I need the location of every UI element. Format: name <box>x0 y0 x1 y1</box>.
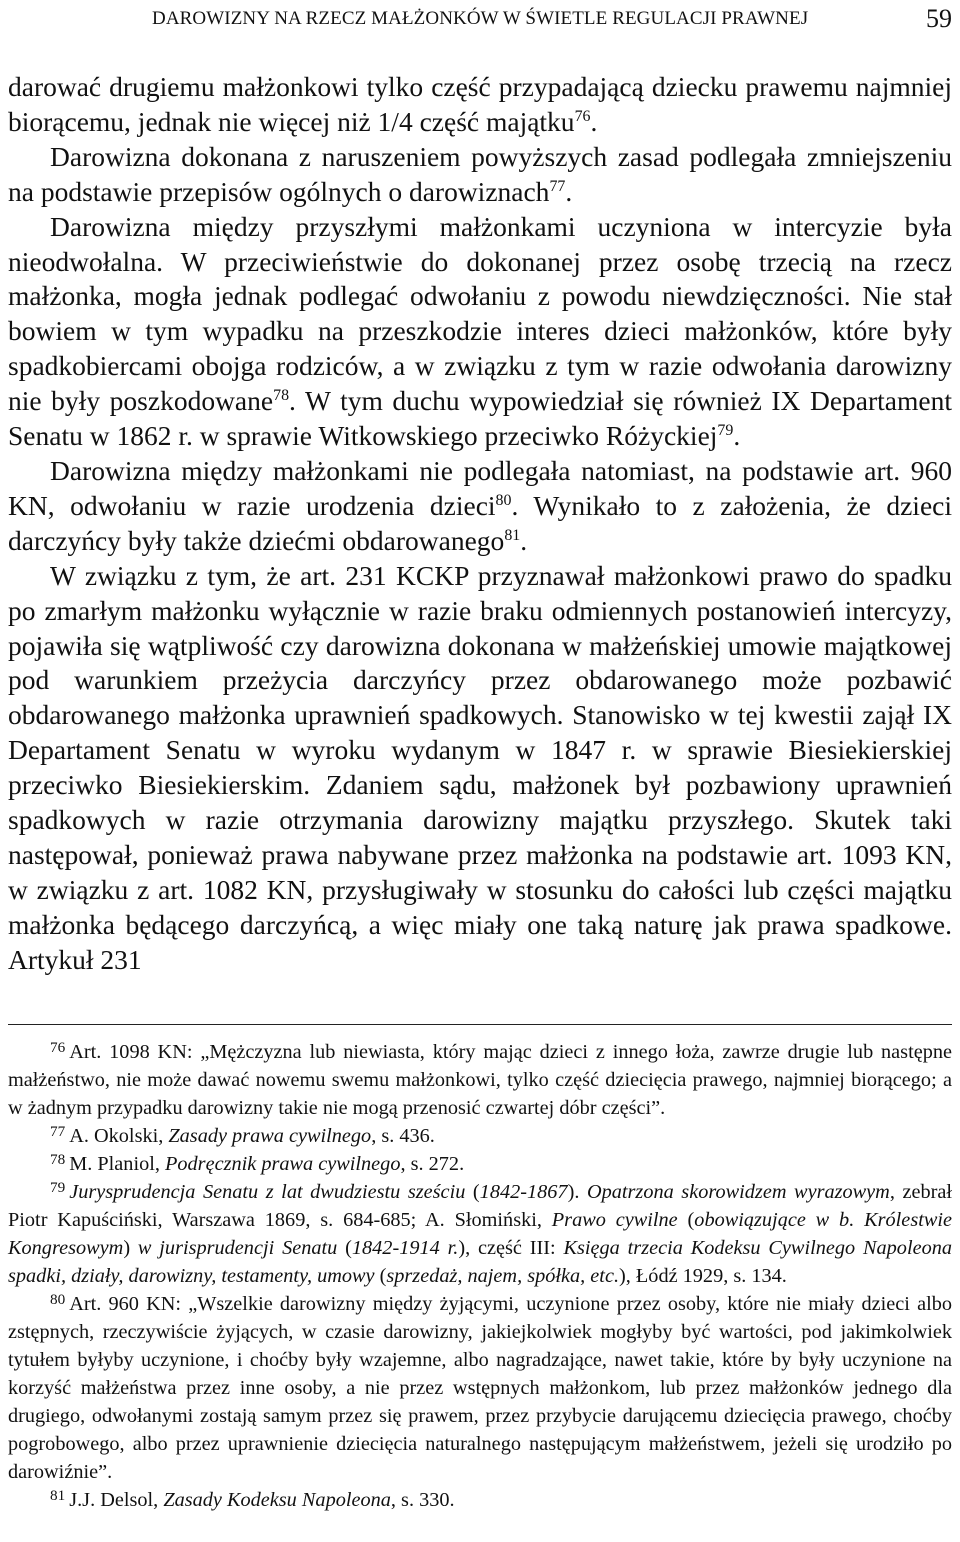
footnote-number: 79 <box>50 1179 66 1196</box>
footnote-ref-79: 79 <box>717 421 734 439</box>
footnote-78: $^{78}$ M. Planiol, Podręcznik prawa cywilnego, s. 272. <box>50 1151 465 1175</box>
footnotes <box>8 1038 952 1514</box>
footnote-ref-76: 76 <box>574 107 591 125</box>
footnote-ref-80: 80 <box>495 491 512 509</box>
footnote-number: 76 <box>50 1039 66 1056</box>
paragraph-1: darować drugiemu małżonkowi tylko część przypadającą dziecku prawemu najmniej biorącemu, jednak nie więcej niż 1/4 część majątku$^{76}$. <box>8 71 952 137</box>
main-text <box>8 70 952 978</box>
page-header <box>40 4 952 33</box>
running-title: DAROWIZNY NA RZECZ MAŁŻONKÓW W ŚWIETLE REGULACJI PRAWNEJ <box>152 8 809 29</box>
footnote-77: $^{77}$ A. Okolski, Zasady prawa cywilnego, s. 436. <box>50 1123 435 1147</box>
footnote-ref-78: 78 <box>273 387 290 404</box>
paragraph-2: Darowizna dokonana z naruszeniem powyższych zasad podlegała zmniejszeniu na podstawie przepisów ogólnych o darowiznach$^{77}$. <box>8 140 952 207</box>
footnote-76: $^{76}$ Art. 1098 KN: „Mężczyzna lub niewiasta, który mając dzieci z innego łoża, zawrze drugie lub następne małżeństwo, nie może dawać nowemu swemu małżonkowi, tylko część dziecięcia prawego, najmniej biorącego; a w żadnym przypadku darowizny takie nie mogą przenosić czwartej dóbr części”. <box>8 1039 952 1119</box>
footnote-separator <box>8 1024 952 1025</box>
footnote-ref-77: 77 <box>549 177 566 195</box>
footnote-number: 78 <box>50 1151 66 1168</box>
paragraph-4: Darowizna między małżonkami nie podlegała natomiast, na podstawie art. 960 KN, odwołaniu w razie urodzenia dzieci$^{80}$. Wynikało to z założenia, że dzieci darczyńcy były także dziećmi obdarowanego$^{81}$. <box>8 454 953 556</box>
page-number: 59 <box>926 4 952 33</box>
footnote-79: $^{79}$ Jurysprudencja Senatu z lat dwudziestu sześciu (1842-1867). Opatrzona skorowidzem wyrazowym, zebrał Piotr Kapuściński, Warszawa 1869, s. 684-685; A. Słomiński, Prawo cywilne (obowiązujące w b. Królestwie Kongresowym) w jurisprudencji Senatu (1842-1914 r.), część III: Księga trzecia Kodeksu Cywilnego Napoleona spadki, działy, darowizny, testamenty, umowy (sprzedaż, najem, spółka, etc.), Łódź 1929, s. 134. <box>8 1179 953 1287</box>
footnote-80: $^{80}$ Art. 960 KN: „Wszelkie darowizny między żyjącymi, uczynione przez osoby, które nie miały dzieci albo zstępnych, rzeczywiście żyjących, w czasie darowizny, jakiejkolwiek mogłyby być wartości, pod jakimkolwiek tytułem byłyby uczynione, i choćby były wzajemne, albo nagradzające, nawet takie, które by były uczynione na korzyść małżeństwa przez inne osoby, a nie przez wstępnych małżonkom, lub przez małżonków jednego dla drugiego, odwołanymi zostają samym przez się prawem, przez przybycie darującemu dziecięcia prawego, choćby pogrobowego, albo przez uprawnienie dziecięcia naturalnego następującym małżeństwem, jeżeli się urodziło po darowiźnie”. <box>8 1291 952 1483</box>
footnote-ref-81: 81 <box>504 526 521 544</box>
footnote-81: $^{81}$ J.J. Delsol, Zasady Kodeksu Napoleona, s. 330. <box>50 1487 455 1511</box>
paragraph-3: Darowizna między przyszłymi małżonkami uczyniona w intercyzie była nieodwołalna. W przeciwieństwie do dokonanej przez osobę trzecią na rzecz małżonka, mogła jednak podlegać odwołaniu z powodu niewdzięczności. Nie stał bowiem w tym wypadku na przeszkodzie interes dzieci małżonków, które były spadkobiercami obojga rodziców, a w związku z tym w razie odwołania darowizny nie były poszkodowane$^{78}$. W tym duchu wypowiedział się również IX Departament Senatu w 1862 r. w sprawie Witkowskiego przeciwko Różyckiej$^{79}$. <box>8 210 952 452</box>
paragraph-5: W związku z tym, że art. 231 KCKP przyznawał małżonkowi prawo do spadku po zmarłym małżonku wyłącznie w razie braku odmiennych postanowień intercyzy, pojawiła się wątpliwość czy darowizna dokonana w małżeńskiej umowie majątkowej pod warunkiem przeżycia darczyńcy przez obdarowanego może pozbawić obdarowanego małżonka uprawnień spadkowych. Stanowisko w tej kwestii zajął IX Departament Senatu w wyroku wydanym w 1847 r. w sprawie Biesiekierskiej przeciwko Biesiekierskim. Zdaniem sądu, małżonek był pozbawiony uprawnień spadkowych w razie otrzymania darowizny majątku przyszłego. Skutek taki następował, ponieważ prawa nabywane przez małżonka na podstawie art. 1093 KN, w związku z art. 1082 KN, przysługiwały w stosunku do całości lub części majątku małżonka będącego darczyńcą, a więc miały one taką naturę jak prawa spadkowe. Artykuł 231 <box>8 559 952 975</box>
footnote-number: 81 <box>50 1487 66 1504</box>
footnote-number: 80 <box>50 1291 66 1308</box>
footnote-number: 77 <box>50 1123 66 1140</box>
